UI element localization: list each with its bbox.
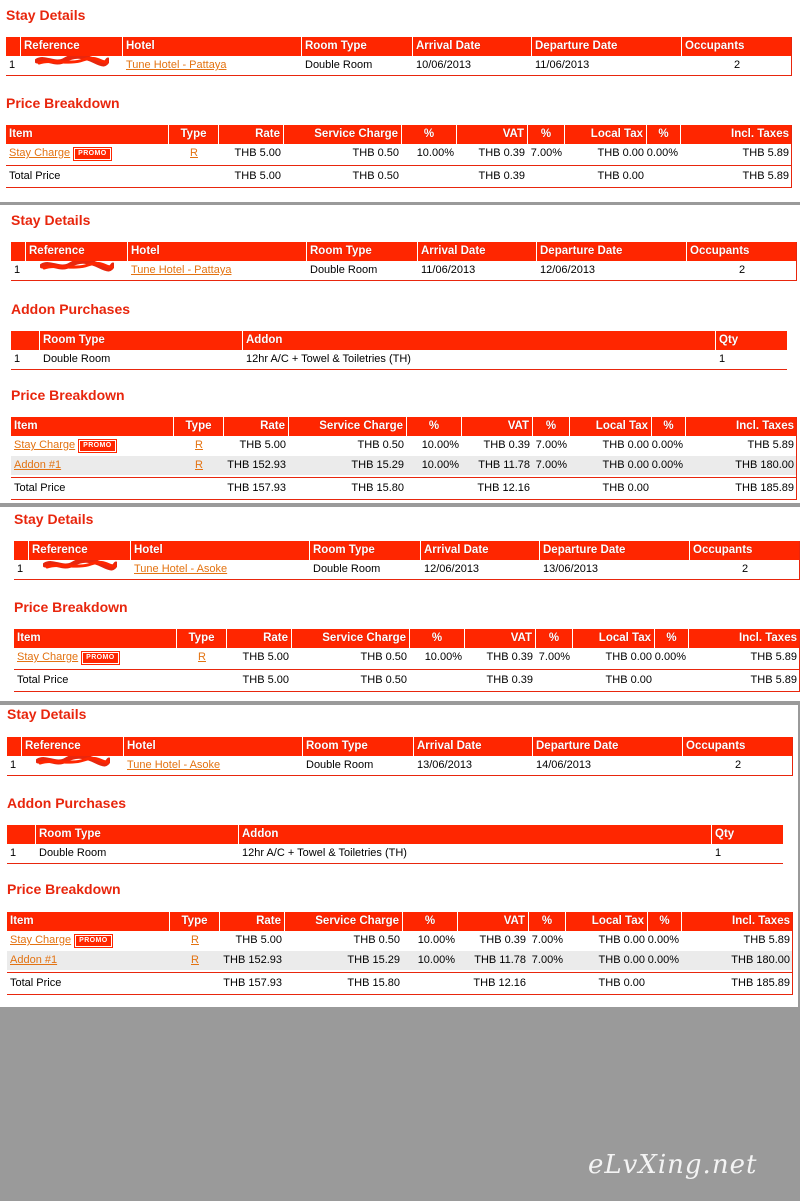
price-table-header [14, 629, 800, 648]
stay-header-num [11, 242, 26, 261]
table-divider [6, 75, 792, 76]
hotel-link[interactable]: Tune Hotel - Asoke [127, 759, 221, 771]
price-header-col: % [403, 912, 458, 931]
stay-header-col: Hotel [131, 541, 310, 560]
total-local-pct [648, 974, 682, 993]
table-divider [6, 165, 792, 166]
service-charge: THB 0.50 [357, 439, 404, 451]
price-table-row [6, 144, 792, 163]
price-header-col: % [655, 629, 689, 648]
vat: THB 11.78 [474, 954, 526, 966]
total-vat: THB 12.16 [477, 482, 530, 494]
addon-table-row [11, 350, 787, 369]
addon-room-type: Double Room [43, 353, 111, 365]
room-type: Double Room [306, 759, 374, 771]
reference-redacted [21, 56, 123, 75]
rate-type-link[interactable]: R [198, 651, 206, 663]
hotel-link-cell [124, 756, 303, 775]
price-header-col: Service Charge [284, 125, 402, 144]
price-header-col: % [410, 629, 465, 648]
rate: THB 5.00 [242, 651, 289, 663]
table-edge [796, 417, 797, 499]
total-label: Total Price [17, 674, 69, 686]
booking-panel [0, 507, 800, 701]
table-divider [7, 972, 793, 973]
promo-badge: PROMO [74, 148, 110, 160]
price-header-col: Local Tax [566, 912, 648, 931]
arrival-date: 12/06/2013 [424, 563, 480, 575]
price-table-header [11, 417, 797, 436]
departure-date: 11/06/2013 [535, 59, 590, 71]
stay-header-col: Reference [29, 541, 131, 560]
price-table-row [7, 951, 793, 970]
addon-row-num: 1 [14, 353, 21, 365]
service-charge: THB 15.29 [347, 954, 400, 966]
service-charge-pct: 10.00% [416, 147, 454, 159]
price-header-col: Local Tax [573, 629, 655, 648]
total-rate: THB 157.93 [227, 482, 286, 494]
addon-header-col: Addon [239, 825, 712, 844]
addon-header-col: Qty [719, 333, 739, 346]
rate-type-link-cell [170, 951, 220, 970]
stay-table-header [11, 242, 797, 261]
local-tax-pct: 0.00% [648, 954, 679, 966]
price-header-col: % [402, 125, 457, 144]
price-section-title: Price Breakdown [14, 599, 128, 615]
reference-redacted [22, 756, 124, 775]
stay-table-row [6, 56, 792, 75]
redaction-scribble-icon [35, 56, 109, 67]
addon-header-num [7, 825, 36, 844]
price-header-col: Service Charge [285, 912, 403, 931]
total-vat: THB 0.39 [478, 170, 525, 182]
rate-type-link-cell [177, 648, 227, 667]
addon-header-col: Room Type [40, 331, 243, 350]
total-local-tax: THB 0.00 [597, 170, 644, 182]
price-header-col: % [533, 417, 570, 436]
total-local-tax: THB 0.00 [605, 674, 652, 686]
item-cell [11, 436, 174, 455]
table-edge [791, 37, 792, 75]
addon-header-col: Addon [243, 331, 716, 350]
table-divider [11, 369, 787, 370]
item-link[interactable]: Addon #1 [14, 459, 62, 471]
stay-table-header [6, 37, 792, 56]
stay-row-num: 1 [17, 563, 24, 575]
local-tax: THB 0.00 [598, 954, 645, 966]
reference-redacted [26, 261, 128, 280]
total-type [170, 974, 220, 993]
rate-type-link[interactable]: R [190, 147, 198, 159]
total-rate: THB 5.00 [242, 674, 289, 686]
stay-header-col: Hotel [123, 37, 302, 56]
rate-type-link-cell [169, 144, 219, 163]
local-tax-pct: 0.00% [652, 459, 683, 471]
item-link[interactable]: Stay Charge [17, 651, 79, 663]
total-vat-pct [536, 671, 573, 690]
item-cell [14, 648, 177, 667]
addon-table-row [7, 844, 783, 863]
price-header-col: Incl. Taxes [732, 914, 790, 927]
vat: THB 0.39 [483, 439, 530, 451]
addon-section-title: Addon Purchases [11, 301, 131, 317]
price-table-row [11, 436, 797, 455]
rate: THB 152.93 [227, 459, 286, 471]
stay-header-num [6, 37, 21, 56]
stay-header-col: Room Type [303, 737, 414, 756]
redaction-scribble-icon [40, 261, 114, 272]
table-divider [7, 863, 783, 864]
stay-section-title: Stay Details [6, 7, 86, 23]
total-rate: THB 5.00 [234, 170, 281, 182]
stay-header-col: Reference [26, 242, 128, 261]
stay-header-col: Reference [22, 737, 124, 756]
addon-section-title: Addon Purchases [7, 795, 127, 811]
total-type [169, 167, 219, 186]
hotel-link-cell [131, 560, 310, 579]
price-header-col: % [648, 912, 682, 931]
hotel-link[interactable]: Tune Hotel - Asoke [134, 563, 228, 575]
arrival-date: 10/06/2013 [416, 59, 472, 71]
total-label: Total Price [9, 170, 61, 182]
promo-badge: PROMO [82, 652, 118, 664]
stay-row-num: 1 [9, 59, 16, 71]
incl-taxes: THB 5.89 [750, 651, 797, 663]
total-type [174, 479, 224, 498]
vat-pct: 7.00% [535, 459, 567, 471]
departure-date: 12/06/2013 [540, 264, 596, 276]
vat: THB 0.39 [478, 147, 525, 159]
total-incl-taxes: THB 5.89 [742, 170, 789, 182]
service-charge-pct: 10.00% [424, 651, 462, 663]
price-header-col: Item [7, 912, 170, 931]
table-divider [11, 499, 797, 500]
table-divider [11, 280, 797, 281]
price-header-col: Local Tax [570, 417, 652, 436]
price-header-col: % [652, 417, 686, 436]
incl-taxes: THB 180.00 [731, 954, 790, 966]
service-charge: THB 15.29 [351, 459, 404, 471]
stay-table-row [7, 756, 793, 775]
price-header-col: % [407, 417, 462, 436]
total-vat: THB 12.16 [473, 977, 526, 989]
stay-header-col: Reference [21, 37, 123, 56]
redaction-scribble-icon [43, 560, 117, 571]
hotel-link-cell [128, 261, 307, 280]
price-header-col: % [528, 125, 565, 144]
price-header-col: Item [6, 125, 169, 144]
vat-pct: 7.00% [530, 147, 562, 159]
total-incl-taxes: THB 5.89 [750, 674, 797, 686]
service-charge-pct: 10.00% [417, 954, 455, 966]
total-vat-pct [533, 479, 570, 498]
addon-room-type: Double Room [39, 847, 107, 859]
rate-type-link[interactable]: R [191, 934, 199, 946]
stay-header-col: Occupants [685, 39, 745, 52]
addon-table-header [7, 825, 783, 844]
stay-table-row [14, 560, 800, 579]
item-cell [6, 144, 169, 163]
stay-header-col: Arrival Date [418, 242, 537, 261]
total-vat-pct [529, 974, 566, 993]
local-tax-pct: 0.00% [655, 651, 686, 663]
price-header-col: Incl. Taxes [731, 127, 789, 140]
service-charge-pct: 10.00% [421, 439, 459, 451]
vat: THB 11.78 [478, 459, 530, 471]
total-label: Total Price [14, 482, 66, 494]
rate-type-link-cell [174, 456, 224, 475]
service-charge-pct: 10.00% [417, 934, 455, 946]
departure-date: 14/06/2013 [536, 759, 592, 771]
price-table-header [7, 912, 793, 931]
stay-table-header [7, 737, 793, 756]
price-header-col: Rate [220, 912, 285, 931]
addon-qty: 1 [719, 353, 726, 365]
watermark: eLvXing.net [588, 1150, 758, 1180]
stay-header-col: Departure Date [540, 541, 690, 560]
price-table-row [7, 931, 793, 950]
table-divider [6, 187, 792, 188]
price-header-col: VAT [458, 912, 529, 931]
incl-taxes: THB 5.89 [743, 934, 790, 946]
occupants: 2 [741, 563, 749, 575]
local-tax: THB 0.00 [602, 439, 649, 451]
table-divider [7, 775, 793, 776]
price-header-col: Item [14, 629, 177, 648]
stay-row-num: 1 [14, 264, 21, 276]
total-service-pct [407, 479, 462, 498]
stay-row-num: 1 [10, 759, 17, 771]
local-tax: THB 0.00 [597, 147, 644, 159]
stay-header-col: Occupants [693, 543, 753, 556]
vat-pct: 7.00% [535, 439, 567, 451]
price-header-col: VAT [462, 417, 533, 436]
service-charge: THB 0.50 [353, 934, 400, 946]
local-tax-pct: 0.00% [648, 934, 679, 946]
local-tax-pct: 0.00% [647, 147, 678, 159]
service-charge: THB 0.50 [352, 147, 399, 159]
total-local-pct [655, 671, 689, 690]
local-tax-pct: 0.00% [652, 439, 683, 451]
rate: THB 152.93 [223, 954, 282, 966]
occupants: 2 [738, 264, 746, 276]
price-header-col: Type [169, 125, 219, 144]
stay-header-col: Hotel [124, 737, 303, 756]
vat: THB 0.39 [479, 934, 526, 946]
price-header-col: Rate [219, 125, 284, 144]
stay-header-col: Arrival Date [421, 541, 540, 560]
item-cell [11, 456, 174, 475]
price-table-row [14, 648, 800, 667]
item-link[interactable]: Stay Charge [10, 934, 72, 946]
addon-name: 12hr A/C + Towel & Toiletries (TH) [246, 353, 411, 365]
addon-row-num: 1 [10, 847, 17, 859]
rate-type-link[interactable]: R [195, 459, 203, 471]
incl-taxes: THB 5.89 [747, 439, 794, 451]
price-header-col: Service Charge [289, 417, 407, 436]
addon-name: 12hr A/C + Towel & Toiletries (TH) [242, 847, 407, 859]
price-section-title: Price Breakdown [7, 881, 121, 897]
total-service-charge: THB 0.50 [360, 674, 407, 686]
total-service-pct [403, 974, 458, 993]
stay-header-col: Arrival Date [413, 37, 532, 56]
total-service-pct [402, 167, 457, 186]
rate-type-link[interactable]: R [191, 954, 199, 966]
local-tax: THB 0.00 [605, 651, 652, 663]
price-header-col: Rate [224, 417, 289, 436]
price-header-col: Service Charge [292, 629, 410, 648]
booking-panel [0, 0, 800, 202]
hotel-link[interactable]: Tune Hotel - Pattaya [131, 264, 232, 276]
stay-section-title: Stay Details [11, 212, 91, 228]
item-cell [7, 931, 170, 950]
hotel-link[interactable]: Tune Hotel - Pattaya [126, 59, 227, 71]
local-tax: THB 0.00 [598, 934, 645, 946]
stay-header-col: Departure Date [532, 37, 682, 56]
price-total-row [11, 479, 797, 498]
price-header-col: % [529, 912, 566, 931]
addon-header-col: Room Type [36, 825, 239, 844]
vat-pct: 7.00% [538, 651, 570, 663]
price-header-col: Rate [227, 629, 292, 648]
stay-header-col: Room Type [310, 541, 421, 560]
table-edge [792, 737, 793, 775]
price-table-header [6, 125, 792, 144]
stay-header-col: Occupants [686, 739, 746, 752]
table-divider [7, 994, 793, 995]
stay-section-title: Stay Details [14, 511, 94, 527]
promo-badge: PROMO [75, 935, 111, 947]
price-header-col: Item [11, 417, 174, 436]
rate: THB 5.00 [235, 934, 282, 946]
total-rate: THB 157.93 [223, 977, 282, 989]
stay-header-col: Room Type [302, 37, 413, 56]
hotel-link-cell [123, 56, 302, 75]
price-header-col: VAT [465, 629, 536, 648]
service-charge: THB 0.50 [360, 651, 407, 663]
booking-panel [0, 705, 798, 1007]
stay-header-col: Hotel [128, 242, 307, 261]
occupants: 2 [733, 59, 741, 71]
item-link[interactable]: Stay Charge [14, 439, 76, 451]
service-charge-pct: 10.00% [421, 459, 459, 471]
price-header-col: % [647, 125, 681, 144]
arrival-date: 13/06/2013 [417, 759, 473, 771]
stay-header-num [14, 541, 29, 560]
total-vat-pct [528, 167, 565, 186]
price-header-col: Incl. Taxes [736, 419, 794, 432]
price-total-row [6, 167, 792, 186]
addon-qty: 1 [715, 847, 722, 859]
arrival-date: 11/06/2013 [421, 264, 476, 276]
price-total-row [7, 974, 793, 993]
room-type: Double Room [305, 59, 373, 71]
stay-header-col: Arrival Date [414, 737, 533, 756]
total-service-pct [410, 671, 465, 690]
stay-section-title: Stay Details [7, 706, 87, 722]
table-edge [792, 912, 793, 994]
total-incl-taxes: THB 185.89 [735, 482, 794, 494]
price-table-row [11, 456, 797, 475]
stay-header-num [7, 737, 22, 756]
total-vat: THB 0.39 [486, 674, 533, 686]
promo-badge: PROMO [79, 440, 115, 452]
addon-header-col: Qty [715, 827, 735, 840]
total-local-pct [652, 479, 686, 498]
rate-type-link-cell [170, 931, 220, 950]
table-divider [14, 579, 800, 580]
vat-pct: 7.00% [531, 934, 563, 946]
total-service-charge: THB 15.80 [351, 482, 404, 494]
addon-header-num [11, 331, 40, 350]
stay-header-col: Room Type [307, 242, 418, 261]
addon-table-header [11, 331, 787, 350]
price-header-col: Type [170, 912, 220, 931]
incl-taxes: THB 180.00 [735, 459, 794, 471]
total-incl-taxes: THB 185.89 [731, 977, 790, 989]
rate: THB 5.00 [234, 147, 281, 159]
room-type: Double Room [313, 563, 381, 575]
item-cell [7, 951, 170, 970]
total-label: Total Price [10, 977, 62, 989]
rate-type-link-cell [174, 436, 224, 455]
price-header-col: Local Tax [565, 125, 647, 144]
total-service-charge: THB 15.80 [347, 977, 400, 989]
occupants: 2 [734, 759, 742, 771]
stay-header-col: Departure Date [537, 242, 687, 261]
price-header-col: VAT [457, 125, 528, 144]
room-type: Double Room [310, 264, 378, 276]
vat: THB 0.39 [486, 651, 533, 663]
table-edge [796, 242, 797, 280]
booking-panel [0, 205, 800, 503]
total-type [177, 671, 227, 690]
price-header-col: Incl. Taxes [739, 631, 797, 644]
vat-pct: 7.00% [531, 954, 563, 966]
price-section-title: Price Breakdown [11, 387, 125, 403]
redaction-scribble-icon [36, 756, 110, 767]
rate-type-link[interactable]: R [195, 439, 203, 451]
stay-table-header [14, 541, 800, 560]
price-header-col: % [536, 629, 573, 648]
total-local-pct [647, 167, 681, 186]
total-service-charge: THB 0.50 [352, 170, 399, 182]
incl-taxes: THB 5.89 [742, 147, 789, 159]
table-divider [14, 669, 800, 670]
local-tax: THB 0.00 [602, 459, 649, 471]
table-divider [14, 691, 800, 692]
rate: THB 5.00 [239, 439, 286, 451]
total-local-tax: THB 0.00 [598, 977, 645, 989]
stay-header-col: Departure Date [533, 737, 683, 756]
price-total-row [14, 671, 800, 690]
reference-redacted [29, 560, 131, 579]
item-link[interactable]: Addon #1 [10, 954, 58, 966]
price-header-col: Type [174, 417, 224, 436]
price-header-col: Type [177, 629, 227, 648]
departure-date: 13/06/2013 [543, 563, 599, 575]
price-section-title: Price Breakdown [6, 95, 120, 111]
stay-header-col: Occupants [690, 244, 750, 257]
table-edge [791, 125, 792, 187]
total-local-tax: THB 0.00 [602, 482, 649, 494]
stay-table-row [11, 261, 797, 280]
item-link[interactable]: Stay Charge [9, 147, 71, 159]
table-divider [11, 477, 797, 478]
